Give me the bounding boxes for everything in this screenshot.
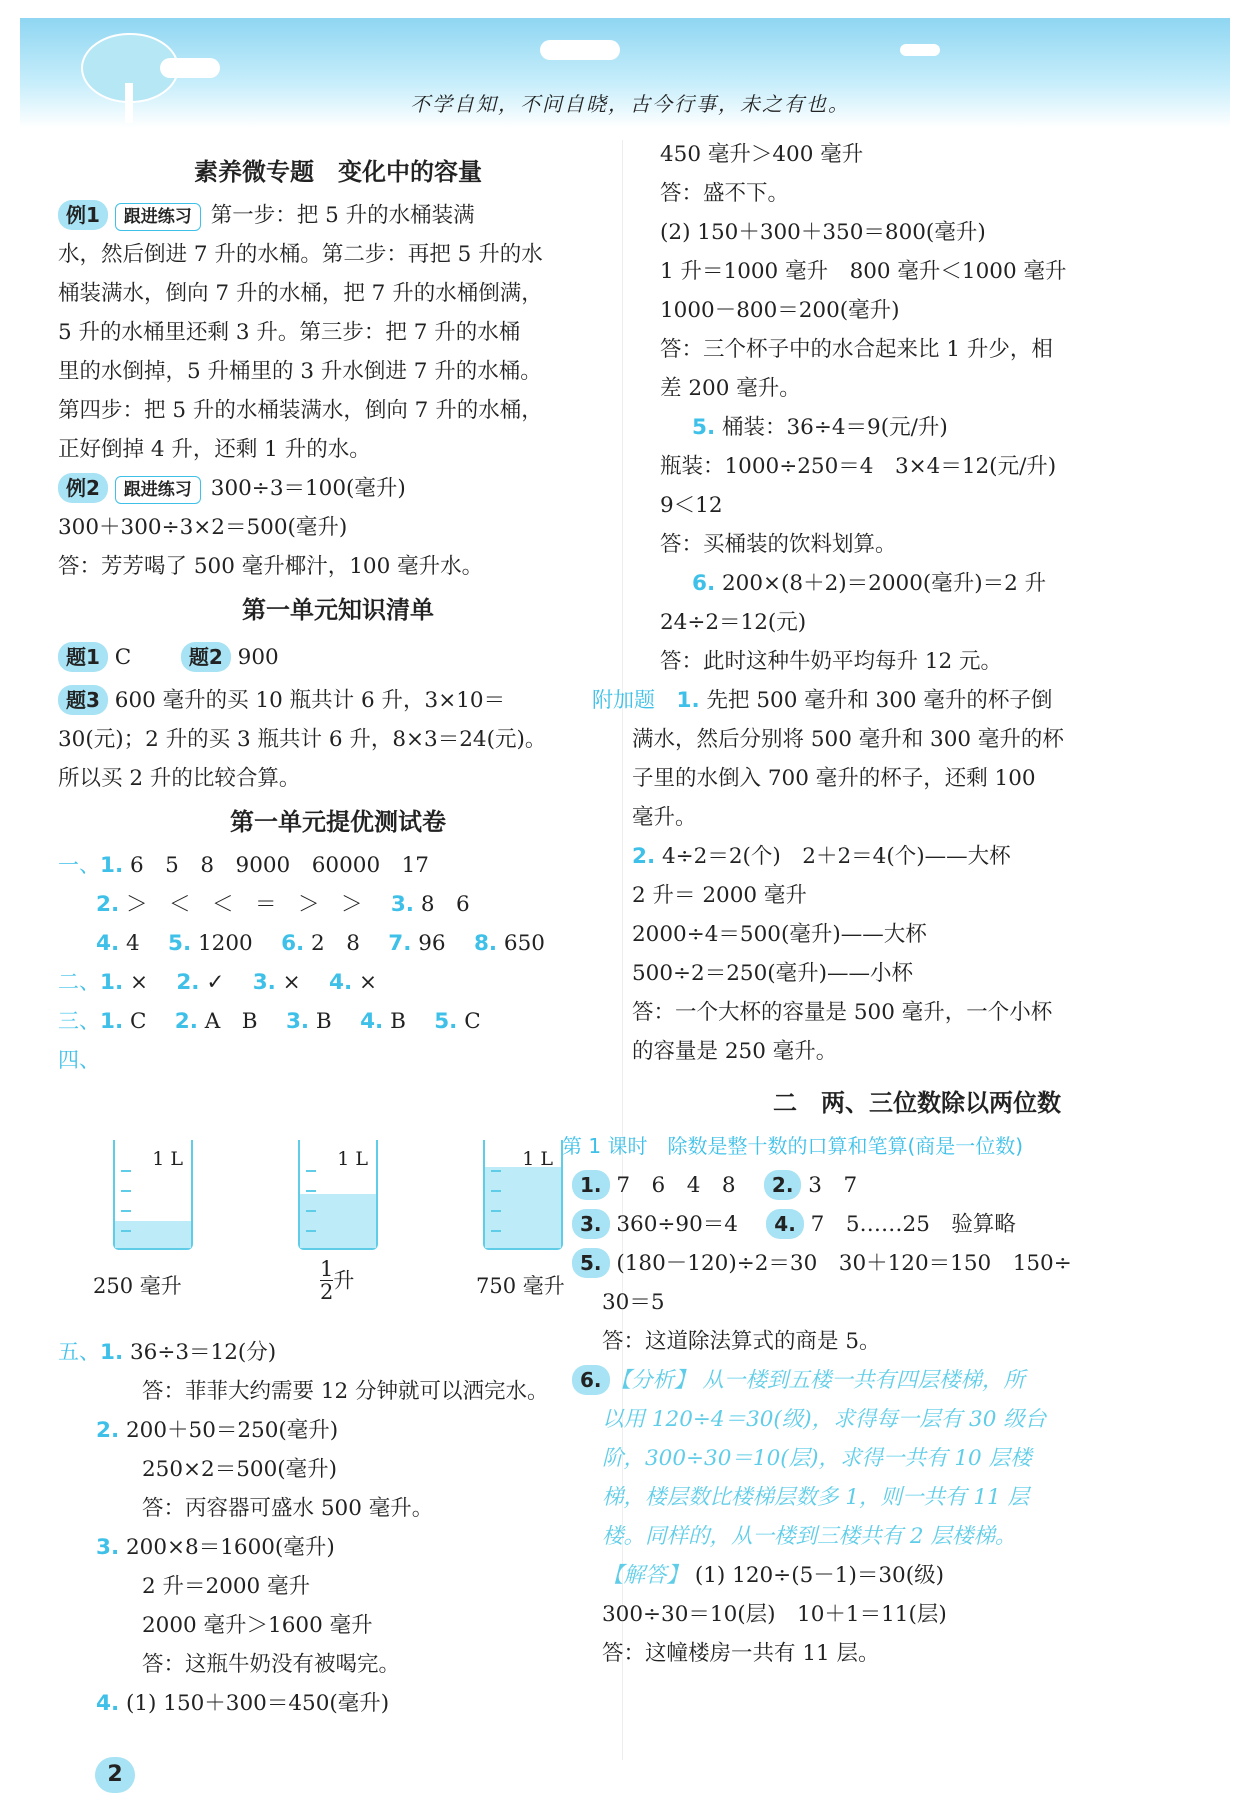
section-1-row: 一、1. 6 5 8 9000 60000 17 xyxy=(58,853,429,878)
right-column: 450 毫升＞400 毫升 答：盛不下。 (2) 150＋300＋350＝800(毫升) 1 升＝1000 毫升 800 毫升＜1000 毫升 1000－800＝200(毫升) 答：三个杯子中的水合起来比 1 升少，相 差 200 毫升。 5. 桶装：36÷4＝9(元/升) 瓶装：1000÷250＝4 3×4＝12(元/升) 9＜12 答：买桶装的饮料划算。 6. 200×(8＋2)＝2000(毫升)＝2 升 24÷2＝12(元) 答：此时这种牛奶平均每升 12 元。 附加题 1. 先把 500 毫升和 300 毫升的杯子倒 满水，然后分别将 500 毫升和 300 毫升的杯 子里的水倒入 700 毫升的杯子，还剩 100 毫升。 2. 4÷2＝2(个) 2＋2＝4(个)——大杯 2 升＝ 2000 毫升 2000÷4＝500(毫升)——大杯 500÷2＝250(毫升)——小杯 答：一个大杯的容量是 500 毫升，一个小杯 的容量是 250 毫升。 二 两、三位数除以两位数 第 1 课时 除数是整十数的口算和笔算(商是一位数) 1. 7 6 4 8 2. 3 7 3. 360÷90＝4 4. 7 5……25 验算略 5. (180－120)÷2＝30 30＋120＝150 150÷ 30＝5 答：这道除法算式的商是 5。 6. 【分析】 从一楼到五楼一共有四层楼梯，所 以用 120÷4＝30(级)，求得每一层有 30 级台 阶，300÷30＝10(层)，求得一共有 10 层楼 梯，楼层数比楼梯层数多 1，则一共有 11 层 楼。同样的，从一楼到三楼共有 2 层楼梯。 【解答】 (1) 120÷(5－1)＝30(级) 300÷30＝10(层) 10＋1＝11(层) 答：这幢楼房一共有 11 层。 xyxy=(622,135,1212,1673)
example-label: 例1 xyxy=(58,200,108,230)
example-1 xyxy=(58,196,618,235)
beaker-caption: 250 毫升 xyxy=(93,1274,182,1298)
lesson-q6: 6. 【分析】 从一楼到五楼一共有四层楼梯，所 xyxy=(572,1361,1212,1400)
beaker-icon: 1 L xyxy=(483,1140,563,1250)
beaker-icon: 1 L xyxy=(113,1140,193,1250)
section-1-row: 4. 4 5. 1200 6. 2 8 7. 96 8. 650 xyxy=(96,931,545,956)
text-line: 答：盛不下。 xyxy=(660,181,790,206)
section-title: 第一单元知识清单 xyxy=(242,596,434,624)
follow-tag: 跟进练习 xyxy=(115,476,201,504)
left-column xyxy=(58,152,618,1080)
unit-title: 二 两、三位数除以两位数 xyxy=(773,1089,1061,1117)
extra-q2: 2. 4÷2＝2(个) 2＋2＝4(个)——大杯 xyxy=(632,844,1011,869)
text-line: 答：芳芳喝了 500 毫升椰汁，100 毫升水。 xyxy=(58,554,484,579)
lesson-title: 第 1 课时 除数是整十数的口算和笔算(商是一位数) xyxy=(562,1134,1024,1158)
question-label: 题1 xyxy=(58,642,108,672)
text-line: 水，然后倒进 7 升的水桶。第二步：再把 5 升的水 xyxy=(58,242,543,267)
cloud-icon xyxy=(540,40,620,60)
q5: 5. 桶装：36÷4＝9(元/升) xyxy=(692,415,948,440)
section-4-label: 四、 xyxy=(58,1048,100,1072)
section-2-row: 二、1. × 2. ✓ 3. × 4. × xyxy=(58,970,378,995)
text-line: 所以买 2 升的比较合算。 xyxy=(58,766,301,791)
lesson-row: 1. 7 6 4 8 2. 3 7 xyxy=(572,1166,1212,1205)
answer: C xyxy=(114,645,132,670)
text-line: 答：三个杯子中的水合起来比 1 升少，相 xyxy=(660,337,1053,362)
text-line: 30(元)；2 升的买 3 瓶共计 6 升，8×3＝24(元)。 xyxy=(58,727,547,752)
lesson-q5: 5. (180－120)÷2＝30 30＋120＝150 150÷ xyxy=(572,1244,1212,1283)
page-number: 2 xyxy=(95,1757,135,1793)
header-banner xyxy=(20,18,1230,128)
section-title: 素养微专题 变化中的容量 xyxy=(194,158,482,186)
text-line: 300＋300÷3×2＝500(毫升) xyxy=(58,515,348,540)
q3-row xyxy=(58,681,618,720)
text-line: 1000－800＝200(毫升) xyxy=(660,298,900,323)
beaker-caption: 750 毫升 xyxy=(476,1274,565,1298)
section-3-row: 三、1. C 2. A B 3. B 4. B 5. C xyxy=(58,1009,481,1034)
cloud-icon xyxy=(160,58,220,78)
text-line: 正好倒掉 4 升，还剩 1 升的水。 xyxy=(58,437,371,462)
follow-tag: 跟进练习 xyxy=(115,203,201,231)
text-line: 桶装满水，倒向 7 升的水桶，把 7 升的水桶倒满， xyxy=(58,281,543,306)
q6: 6. 200×(8＋2)＝2000(毫升)＝2 升 xyxy=(692,571,1047,596)
text-line: 差 200 毫升。 xyxy=(660,376,801,401)
text-line: 第四步：把 5 升的水桶装满水，倒向 7 升的水桶， xyxy=(58,398,543,423)
answer: 900 xyxy=(237,645,279,670)
question-label: 题3 xyxy=(58,685,108,715)
header-motto: 不学自知，不问自晓，古今行事，未之有也。 xyxy=(410,92,850,116)
text-line: 450 毫升＞400 毫升 xyxy=(660,142,864,167)
text-line: 第一步：把 5 升的水桶装满 xyxy=(210,203,475,228)
example-label: 例2 xyxy=(58,473,108,503)
beaker-caption-fraction: $\frac{1}{2}$ 升 xyxy=(320,1257,355,1304)
example-2 xyxy=(58,469,618,508)
text-line: 5 升的水桶里还剩 3 升。第三步：把 7 升的水桶 xyxy=(58,320,521,345)
question-label: 题2 xyxy=(181,642,231,672)
q1-q2-row xyxy=(58,638,618,677)
beaker-icon: 1 L xyxy=(298,1140,378,1250)
section-title: 第一单元提优测试卷 xyxy=(230,808,446,836)
lesson-row: 3. 360÷90＝4 4. 7 5……25 验算略 xyxy=(572,1205,1212,1244)
cloud-icon xyxy=(900,44,940,56)
text-line: (2) 150＋300＋350＝800(毫升) xyxy=(660,220,986,245)
answer-row: 【解答】 (1) 120÷(5－1)＝30(级) xyxy=(602,1563,944,1588)
extra-q1: 附加题 1. 先把 500 毫升和 300 毫升的杯子倒 xyxy=(592,688,1053,713)
section-5: 五、1. 36÷3＝12(分) 答：菲菲大约需要 12 分钟就可以洒完水。 2. 200＋50＝250(毫升) 250×2＝500(毫升) 答：丙容器可盛水 500 毫升。 3. 200×8＝1600(毫升) 2 升＝2000 毫升 2000 毫升＞1600 毫升 答：这瓶牛奶没有被喝完。 4. (1) 150＋300＝450(毫升) xyxy=(58,1340,549,1716)
text-line: 里的水倒掉，5 升桶里的 3 升水倒进 7 升的水桶。 xyxy=(58,359,542,384)
text-line: 300÷3＝100(毫升) xyxy=(210,476,406,501)
text-line: 1 升＝1000 毫升 800 毫升＜1000 毫升 xyxy=(660,259,1067,284)
section-1-row: 2. ＞ ＜ ＜ ＝ ＞ ＞ 3. 8 6 xyxy=(96,892,470,917)
beaker-figures xyxy=(58,1140,618,1304)
text-line: 600 毫升的买 10 瓶共计 6 升，3×10＝ xyxy=(114,688,506,713)
